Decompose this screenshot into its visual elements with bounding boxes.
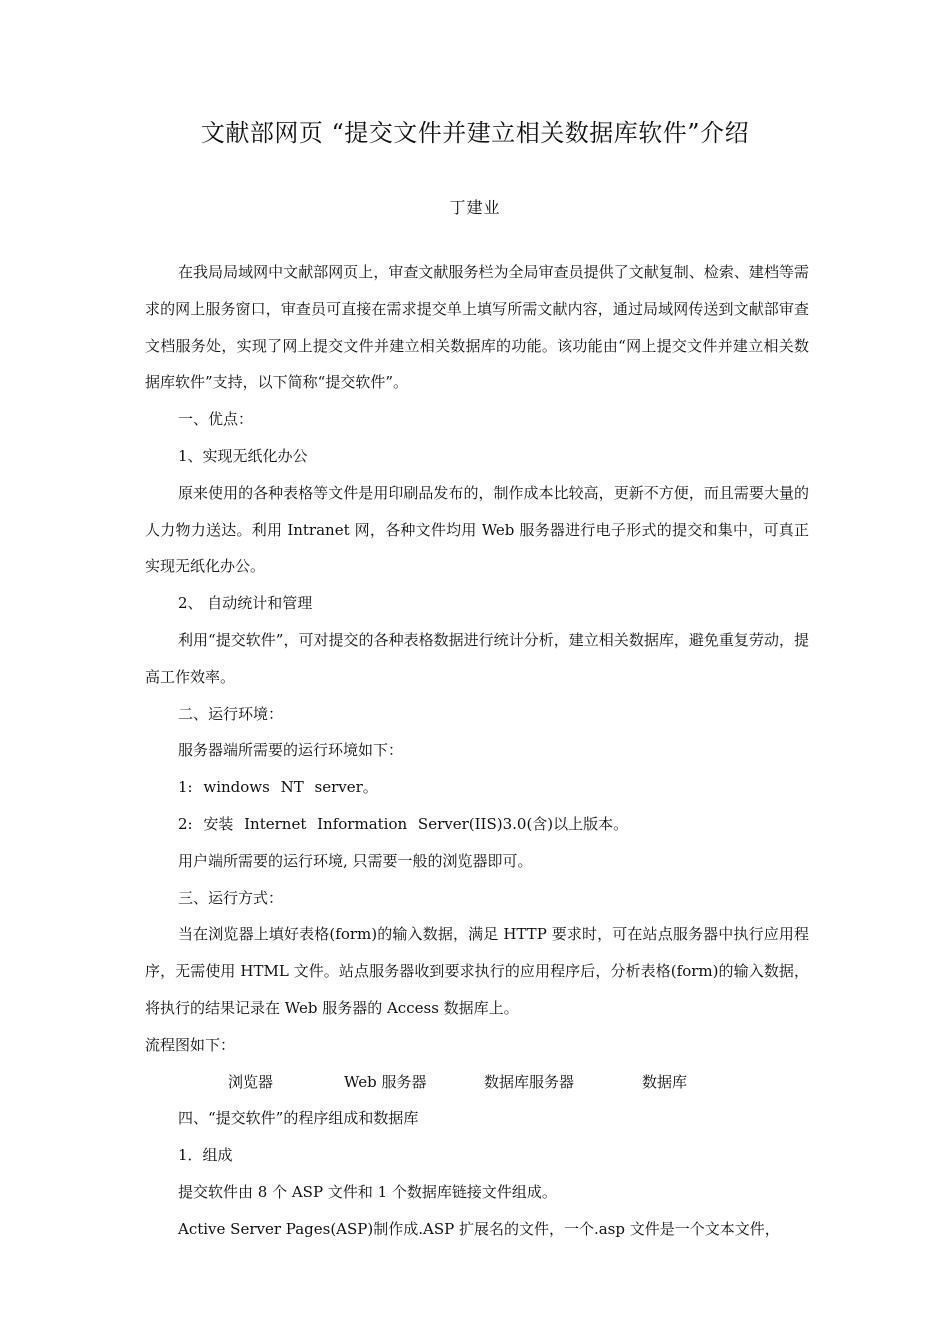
section-3-heading: 三、运行方式： (178, 888, 284, 907)
flowchart-node-browser: 浏览器 (228, 1072, 274, 1091)
section-1-item-1-text: 原来使用的各种表格等文件是用印刷品发布的，制作成本比较高，更新不方便，而且需要大量的人力物力送达。利用 Intranet 网，各种文件均用 Web 服务器进行电子形式的提交和集中，可真正实现无纸化办公。 (145, 483, 809, 576)
section-2-client: 用户端所需要的运行环境, 只需要一般的浏览器即可。 (178, 851, 533, 870)
flowchart-node-web-server: Web 服务器 (344, 1072, 427, 1091)
section-1-heading: 一、优点： (178, 410, 254, 429)
section-4-asp-text: Active Server Pages(ASP)制作成.ASP 扩展名的文件，一个.asp 文件是一个文本文件， (178, 1219, 780, 1238)
intro-paragraph: 在我局局域网中文献部网页上，审查文献服务栏为全局审查员提供了文献复制、检索、建档等需求的网上服务窗口，审查员可直接在需求提交单上填写所需文献内容，通过局域网传送到文献部审查文档服务处，实现了网上提交文件并建立相关数据库的功能。该功能由“网上提交文件并建立相关数据库软件”支持，以下简称“提交软件”。 (145, 263, 809, 392)
flowchart (145, 1064, 809, 1101)
document-author: 丁建业 (449, 198, 501, 217)
document-title: 文献部网页 “提交文件并建立相关数据库软件”介绍 (200, 119, 750, 147)
section-4-item-1-heading: 1．组成 (178, 1146, 233, 1165)
section-4-heading: 四、“提交软件”的程序组成和数据库 (178, 1109, 419, 1128)
section-3-text: 当在浏览器上填好表格(form)的输入数据，满足 HTTP 要求时，可在站点服务器中执行应用程序，无需使用 HTML 文件。站点服务器收到要求执行的应用程序后，分析表格(form)的输入数据，将执行的结果记录在 Web 服务器的 Access 数据库上。 (145, 925, 809, 1017)
section-1-item-1-heading: 1、实现无纸化办公 (178, 446, 308, 465)
section-2-requirement-2: 2: 安装 Internet Information Server(IIS)3.0(含)以上版本。 (178, 814, 629, 833)
section-2-requirement-1: 1: windows NT server。 (178, 778, 378, 797)
section-4-item-1-text: 提交软件由 8 个 ASP 文件和 1 个数据库链接文件组成。 (178, 1182, 557, 1201)
flowchart-label: 流程图如下： (145, 1035, 236, 1054)
flowchart-node-database: 数据库 (642, 1072, 688, 1091)
section-2-heading: 二、运行环境： (178, 704, 284, 723)
section-2-server-intro: 服务器端所需要的运行环境如下： (178, 741, 404, 760)
document-body (145, 254, 809, 1248)
section-1-item-2-text: 利用“提交软件”，可对提交的各种表格数据进行统计分析，建立相关数据库，避免重复劳动，提高工作效率。 (145, 630, 809, 686)
flowchart-node-db-server: 数据库服务器 (484, 1072, 575, 1091)
section-1-item-2-heading: 2、 自动统计和管理 (178, 594, 313, 613)
